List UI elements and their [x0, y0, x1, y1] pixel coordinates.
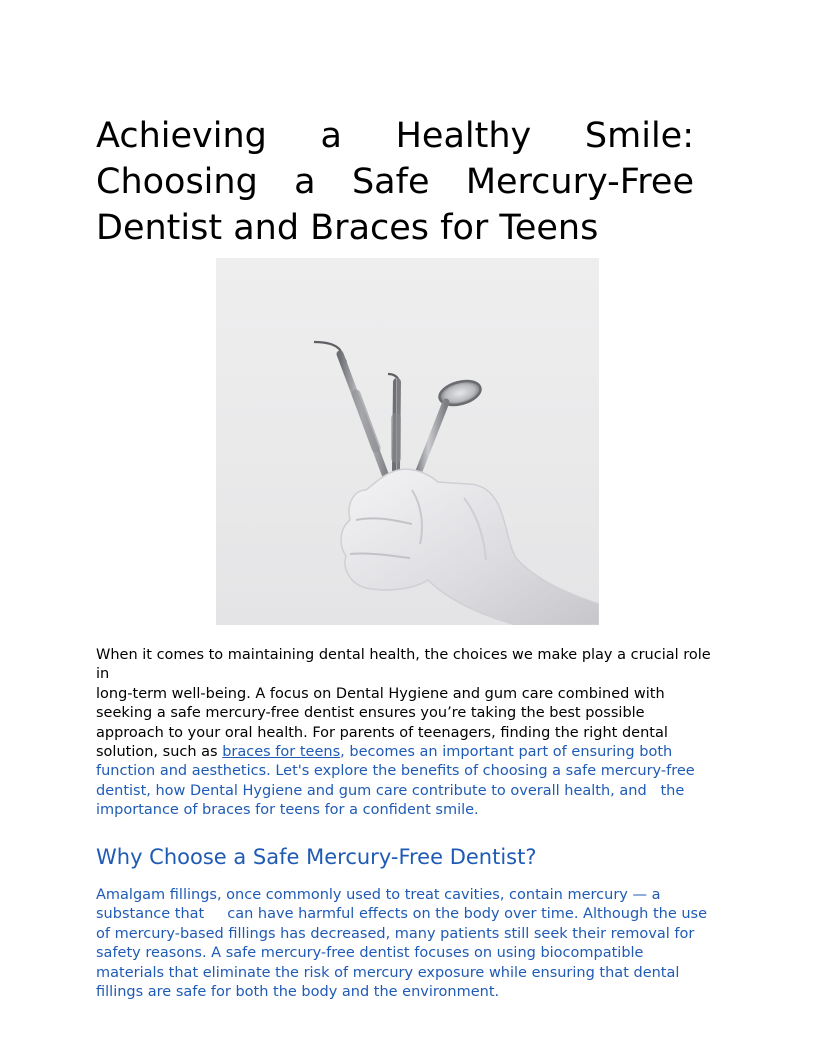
line-suffix: , becomes an important part of ensuring both [340, 744, 673, 761]
paragraph-line: When it comes to maintaining dental health, the choices we make play a crucial role [96, 647, 711, 663]
paragraph-line: safety reasons. A safe mercury-free dentist focuses on using biocompatible [96, 945, 644, 962]
section-paragraph [96, 886, 726, 1002]
section-heading: Why Choose a Safe Mercury-Free Dentist? [96, 845, 537, 869]
paragraph-line: in [96, 666, 110, 683]
title-line: Choosing a Safe Mercury-Free [96, 162, 694, 202]
title-line: Achieving a Healthy Smile: [96, 116, 694, 156]
line-prefix: solution, such as [96, 744, 223, 761]
paragraph-line: of mercury-based fillings has decreased, many patients still seek their removal for [96, 925, 695, 942]
paragraph-line: Amalgam fillings, once commonly used to treat cavities, contain mercury — a [96, 887, 661, 903]
paragraph-line: dentist, how Dental Hygiene and gum care contribute to overall health, and the [96, 782, 685, 799]
paragraph-line [96, 743, 726, 762]
page-title [96, 113, 694, 251]
paragraph-line: function and aesthetics. Let's explore the benefits of choosing a safe mercury-free [96, 763, 695, 780]
paragraph-line: long-term well-being. A focus on Dental Hygiene and gum care combined with [96, 685, 665, 702]
paragraph-line: materials that eliminate the risk of mercury exposure while ensuring that dental [96, 964, 680, 981]
paragraph-line: approach to your oral health. For parents of teenagers, finding the right dental [96, 724, 668, 741]
paragraph-line: fillings are safe for both the body and the environment. [96, 984, 500, 1001]
braces-for-teens-link[interactable]: braces for teens [222, 744, 341, 761]
hero-image-dental-tools [216, 258, 599, 625]
title-line: Dentist and Braces for Teens [96, 208, 599, 248]
paragraph-line: seeking a safe mercury-free dentist ensures you’re taking the best possible [96, 705, 645, 722]
paragraph-line: substance that can have harmful effects on the body over time. Although the use [96, 906, 708, 923]
intro-paragraph [96, 646, 726, 821]
paragraph-line: importance of braces for teens for a confident smile. [96, 802, 479, 819]
